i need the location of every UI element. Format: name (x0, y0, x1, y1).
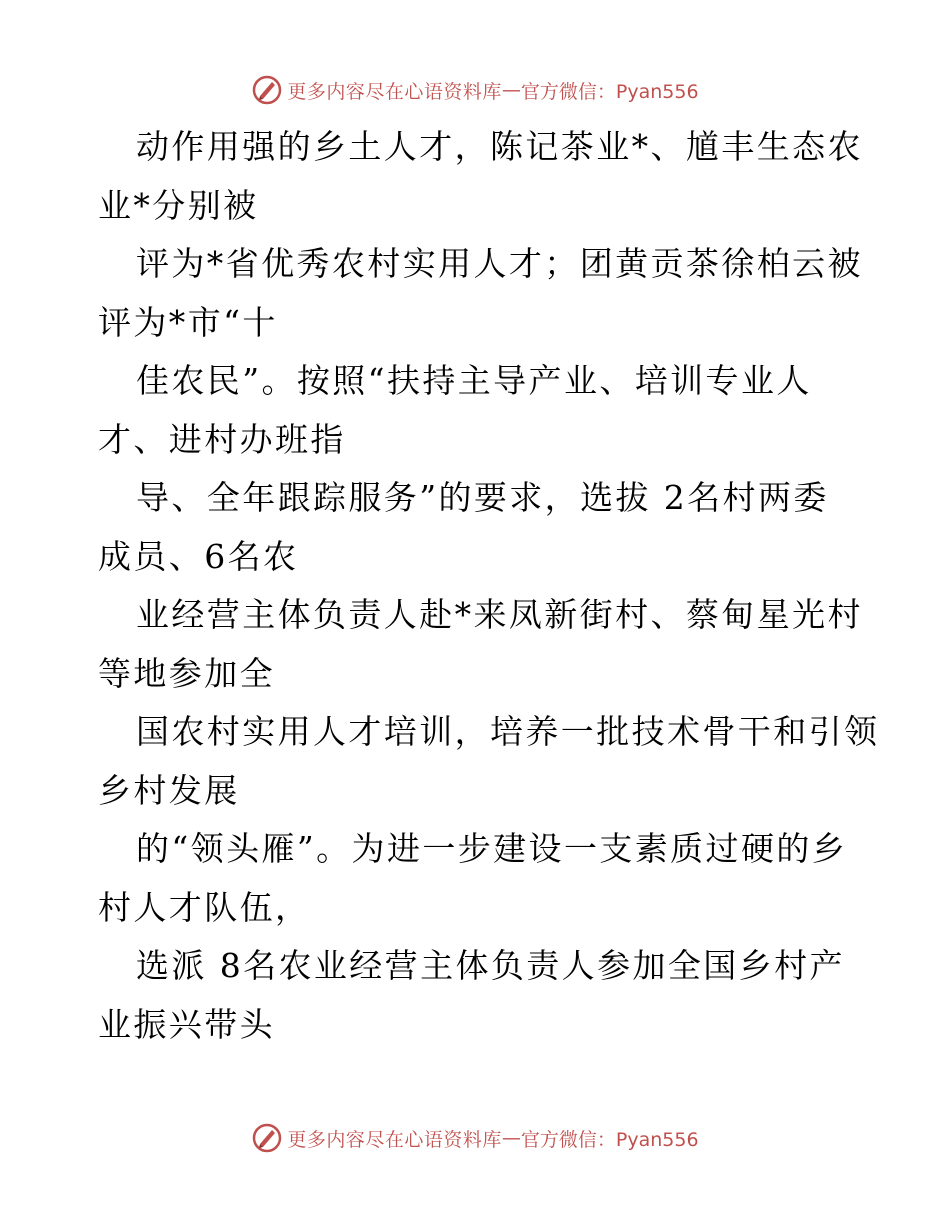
text-line: 国农村实用人才培训，培养一批技术骨干和引领 (136, 712, 880, 751)
header-separator: — (501, 79, 521, 101)
text-line: 等地参加全 (98, 653, 275, 693)
text-line: 业*分别被 (98, 185, 259, 225)
text-line: 评为*市“十 (98, 302, 278, 342)
page-header (0, 70, 950, 110)
text-line: 导、全年跟踪服务”的要求，选拔 2名村两委 (136, 478, 829, 517)
text-line: 成员、6名农 (98, 536, 299, 576)
header-banner (251, 74, 698, 106)
page-footer (0, 1118, 950, 1158)
header-banner-text: 更多内容尽在心语资料库 (287, 80, 502, 103)
pen-logo-icon (251, 74, 283, 106)
footer-separator: — (501, 1127, 521, 1149)
pen-logo-icon (251, 1122, 283, 1154)
text-line: 才、进村办班指 (98, 419, 346, 459)
text-line: 选派 8名农业经营主体负责人参加全国乡村产 (136, 946, 845, 985)
footer-contact: 官方微信：Pyan556 (520, 1128, 699, 1151)
document-body (98, 118, 880, 1054)
text-line: 业振兴带头 (98, 1004, 275, 1044)
text-line: 乡村发展 (98, 770, 240, 810)
footer-banner (251, 1122, 698, 1154)
header-contact: 官方微信：Pyan556 (520, 80, 699, 103)
text-line: 动作用强的乡土人才，陈记茶业*、馗丰生态农 (136, 127, 863, 166)
text-line: 评为*省优秀农村实用人才；团黄贡茶徐柏云被 (136, 244, 863, 283)
text-line: 村人才队伍， (98, 887, 311, 927)
text-line: 的“领头雁”。为进一步建设一支素质过硬的乡 (136, 829, 848, 868)
footer-banner-text: 更多内容尽在心语资料库 (287, 1128, 502, 1151)
text-line: 佳农民”。按照“扶持主导产业、培训专业人 (136, 361, 812, 400)
text-line: 业经营主体负责人赴*来凤新街村、蔡甸星光村 (136, 595, 863, 634)
